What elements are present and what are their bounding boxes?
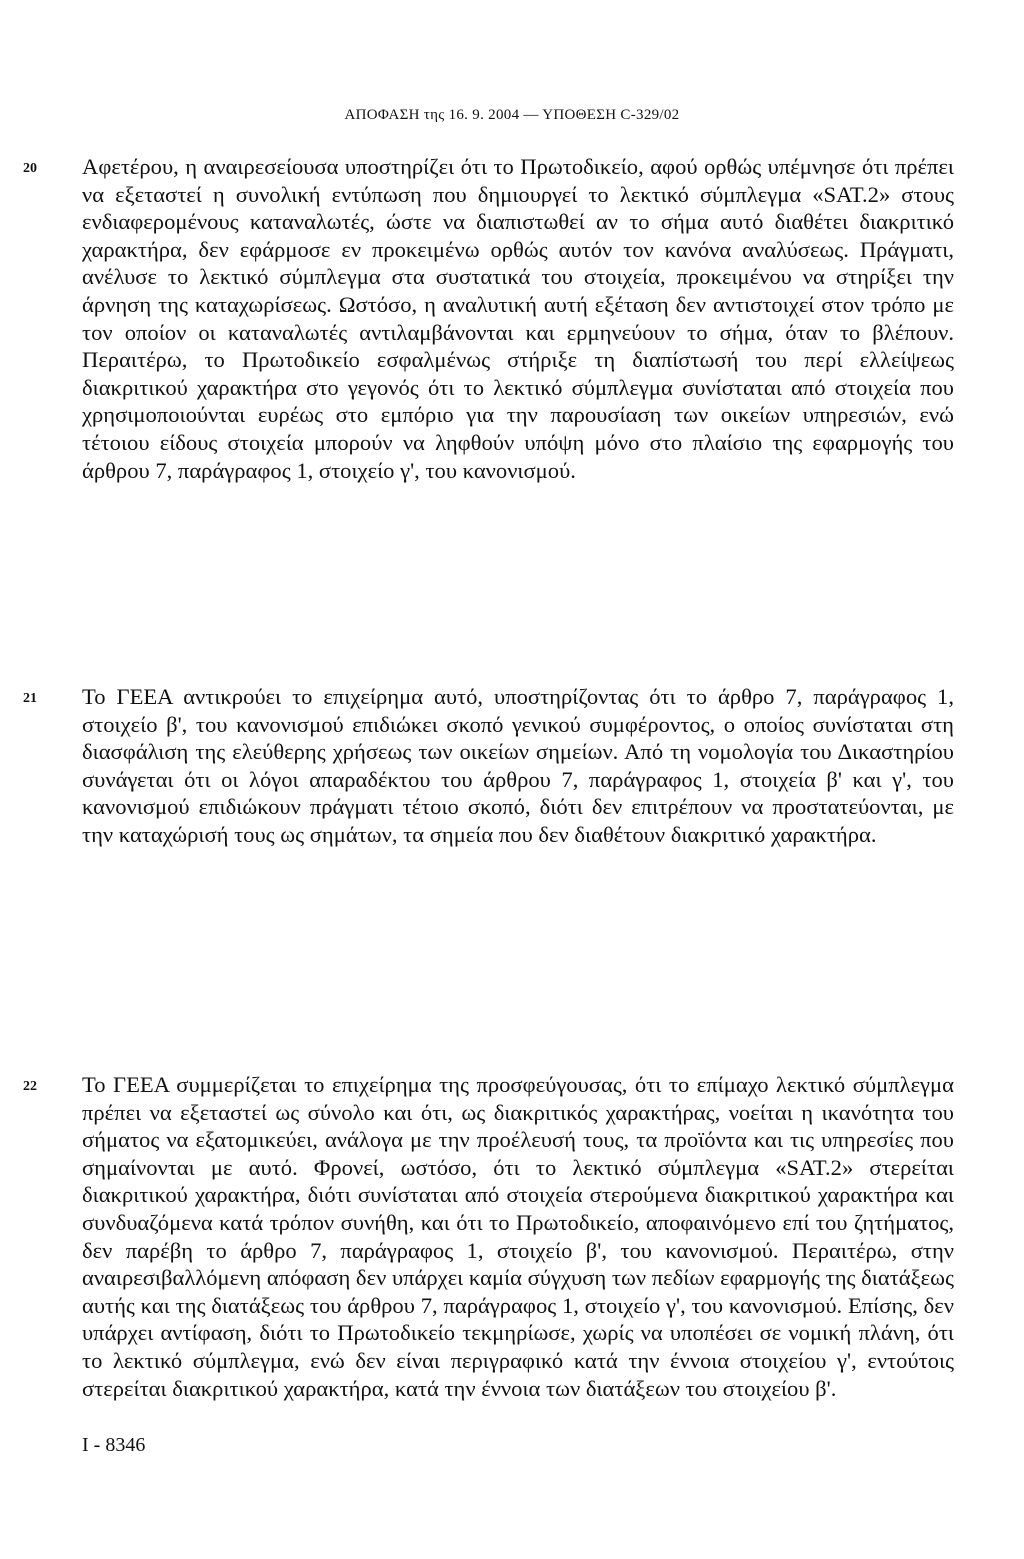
paragraph-text: Το ΓΕΕΑ συμμερίζεται το επιχείρημα της προσφεύγουσας, ότι το επίμαχο λεκτικό σύμπλεγμα πρέπει να εξεταστεί ως σύνολο και ότι, ως διακριτικός χαρακτήρας, νοείται η ικανότητα του σήματος να εξατομικεύει, ανάλογα με την προέλευσή τους, τα προϊόντα και τις υπηρεσίες που σημαίνονται με αυτό. Φρονεί, ωστόσο, ότι το λεκτικό σύμπλεγμα «SAT.2» στερείται διακριτικού χαρακτήρα, διότι συνίσταται από στοιχεία στερούμενα διακριτικού χαρακτήρα και συνδυαζόμενα κατά τρόπον συνήθη, και ότι το Πρωτοδικείο, αποφαινόμενο επί του ζητήματος, δεν παρέβη το άρθρο 7, παράγραφος 1, στοιχείο β', του κανονισμού. Περαιτέρω, στην αναιρεσιβαλλόμενη απόφαση δεν υπάρχει καμία σύγχυση των πεδίων εφαρμογής της διατάξεως αυτής και της διατάξεως του άρθρου 7, παράγραφος 1, στοιχείο γ', του κανονισμού. Επίσης, δεν υπάρχει αντίφαση, διότι το Πρωτοδικείο τεκμηρίωσε, χωρίς να υποπέσει σε νομική πλάνη, ότι το λεκτικό σύμπλεγμα, ενώ δεν είναι περιγραφικό κατά την έννοια στοιχείου γ', εντούτοις στερείται διακριτικού χαρακτήρα, κατά την έννοια των διατάξεων του στοιχείου β'. (82, 1072, 954, 1401)
paragraph-21 (23, 683, 954, 849)
running-header: ΑΠΟΦΑΣΗ της 16. 9. 2004 — ΥΠΟΘΕΣΗ C-329/02 (344, 107, 680, 123)
paragraph-20 (23, 153, 954, 484)
paragraph-22 (23, 1071, 954, 1402)
page-number: I - 8346 (82, 1434, 146, 1456)
paragraph-number: 21 (23, 691, 37, 706)
paragraph-number: 20 (23, 161, 37, 176)
paragraph-text: Αφετέρου, η αναιρεσείουσα υποστηρίζει ότι το Πρωτοδικείο, αφού ορθώς υπέμνησε ότι πρέπει να εξεταστεί η συνολική εντύπωση που δημιουργεί το λεκτικό σύμπλεγμα «SAT.2» στους ενδιαφερομένους καταναλωτές, ώστε να διαπιστωθεί αν το σήμα αυτό διαθέτει διακριτικό χαρακτήρα, δεν εφάρμοσε εν προκειμένω ορθώς αυτόν τον κανόνα αναλύσεως. Πράγματι, ανέλυσε το λεκτικό σύμπλεγμα στα συστατικά του στοιχεία, προκειμένου να στηρίξει την άρνηση της καταχωρίσεως. Ωστόσο, η αναλυτική αυτή εξέταση δεν αντιστοιχεί στον τρόπο με τον οποίον οι καταναλωτές αντιλαμβάνονται και ερμηνεύουν το σήμα, όταν το βλέπουν. Περαιτέρω, το Πρωτοδικείο εσφαλμένως στήριξε τη διαπίστωσή του περί ελλείψεως διακριτικού χαρακτήρα στο γεγονός ότι το λεκτικό σύμπλεγμα συνίσταται από στοιχεία που χρησιμοποιούνται ευρέως στο εμπόριο για την παρουσίαση των οικείων υπηρεσιών, ενώ τέτοιου είδους στοιχεία μπορούν να ληφθούν υπόψη μόνο στο πλαίσιο της εφαρμογής του άρθρου 7, παράγραφος 1, στοιχείο γ', του κανονισμού. (82, 154, 954, 483)
paragraph-text: Το ΓΕΕΑ αντικρούει το επιχείρημα αυτό, υποστηρίζοντας ότι το άρθρο 7, παράγραφος 1, στοιχείο β', του κανονισμού επιδιώκει σκοπό γενικού συμφέροντος, ο οποίος συνίσταται στη διασφάλιση της ελεύθερης χρήσεως των οικείων σημείων. Από τη νομολογία του Δικαστηρίου συνάγεται ότι οι λόγοι απαραδέκτου του άρθρου 7, παράγραφος 1, στοιχεία β' και γ', του κανονισμού επιδιώκουν πράγματι τέτοιο σκοπό, διότι δεν επιτρέπουν να προστατεύονται, με την καταχώρισή τους ως σημάτων, τα σημεία που δεν διαθέτουν διακριτικό χαρακτήρα. (82, 684, 954, 847)
paragraph-number: 22 (23, 1079, 37, 1094)
